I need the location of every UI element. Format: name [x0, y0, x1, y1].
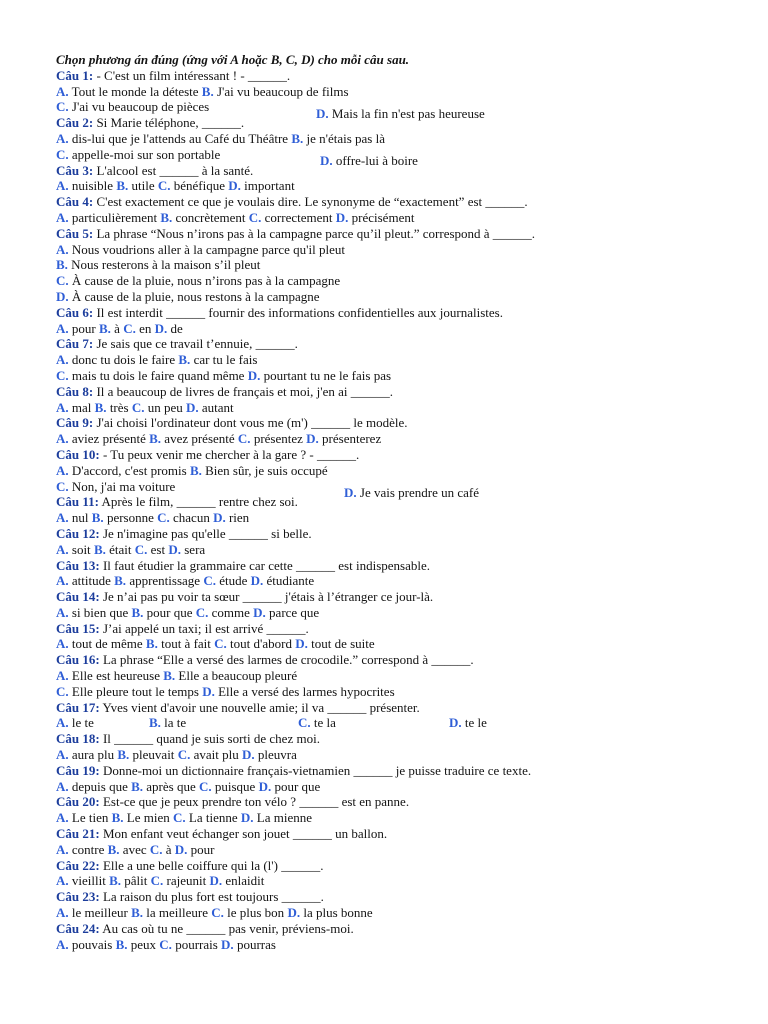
option-d-text: Je vais prendre un café: [359, 485, 479, 500]
question-label: Câu 9:: [56, 415, 94, 431]
option-a-letter: A.: [56, 668, 69, 684]
option-b-text: pour que: [146, 604, 193, 620]
option-a-letter: A.: [56, 778, 69, 794]
question-text: Donne-moi un dictionnaire français-vietnamien ______ je puisse traduire ce texte.: [102, 762, 532, 778]
option-a-text: nul: [71, 510, 89, 526]
instruction-heading: Chọn phương án đúng (ứng với A hoặc B, C, D) cho mỗi câu sau.: [56, 52, 410, 67]
option-a-letter: A.: [56, 905, 69, 921]
question-label: Câu 18:: [56, 731, 100, 747]
option-b-letter: B.: [115, 936, 128, 952]
question-5-option-b: [56, 257, 746, 273]
option-d-letter: D.: [287, 905, 301, 921]
option-a-text: aviez présenté: [71, 431, 146, 447]
option-a: [56, 715, 94, 731]
option-b-text: Elle a beaucoup pleuré: [178, 668, 298, 684]
option-a-letter: A.: [56, 873, 69, 889]
option-b-text: très: [109, 399, 129, 415]
option-d-letter: D.: [168, 541, 181, 557]
question-label: Câu 21:: [56, 826, 100, 842]
option-b-text: avec: [122, 841, 147, 857]
question-label: Câu 8:: [56, 383, 94, 399]
question-label: Câu 14:: [56, 589, 100, 605]
question-9-options: [56, 431, 746, 447]
option-c-text: Non, j'ai ma voiture: [71, 478, 176, 494]
option-b-letter: B.: [291, 130, 304, 146]
option-b-letter: B.: [107, 841, 120, 857]
option-a-text: pour: [71, 320, 96, 336]
question-13-options: [56, 573, 746, 589]
option-b-text: peux: [130, 936, 157, 952]
question-22-options: [56, 873, 746, 889]
option-d-letter: D.: [209, 873, 223, 889]
option-c-letter: C.: [237, 431, 251, 447]
option-c-text: puisque: [214, 778, 256, 794]
option-b-text: Nous resterons à la maison s’il pleut: [71, 257, 261, 273]
option-b-text: la te: [164, 715, 187, 731]
question-text: Mon enfant veut échanger son jouet ______ un ballon.: [102, 826, 388, 842]
option-d-text: la plus bonne: [303, 905, 373, 921]
question-label: Câu 17:: [56, 699, 100, 715]
question-9-stem: [56, 415, 746, 431]
question-label: Câu 11:: [56, 494, 99, 510]
option-a-text: particulièrement: [71, 209, 158, 225]
option-c-text: avait plu: [193, 747, 239, 763]
question-5-option-a: [56, 242, 746, 258]
option-a-letter: A.: [56, 510, 69, 526]
option-d-text: étudiante: [266, 573, 315, 589]
option-c-text: pourrais: [175, 936, 218, 952]
option-b-letter: B.: [93, 541, 106, 557]
question-10-options-ab: [56, 463, 746, 479]
option-b-letter: B.: [201, 83, 214, 99]
question-text: Il a beaucoup de livres de français et moi, j'en ai ______.: [96, 383, 393, 399]
option-c-text: rajeunit: [166, 873, 207, 889]
option-b-letter: B.: [178, 352, 191, 368]
question-label: Câu 22:: [56, 857, 100, 873]
option-c-text: le plus bon: [227, 905, 285, 921]
question-sheet: [56, 52, 746, 952]
option-d-letter: D.: [295, 636, 308, 652]
option-a-letter: A.: [56, 541, 69, 557]
question-text: Après le film, ______ rentre chez soi.: [101, 494, 298, 510]
option-d-letter: D.: [213, 510, 226, 526]
option-d-letter: D.: [253, 604, 266, 620]
option-a-text: donc tu dois le faire: [71, 352, 176, 368]
option-c-letter: C.: [123, 320, 136, 336]
question-label: Câu 16:: [56, 652, 100, 668]
question-label: Câu 24:: [56, 920, 100, 936]
option-d-letter: D.: [174, 841, 188, 857]
option-d-letter: D.: [228, 178, 241, 194]
option-a-text: nuisible: [71, 178, 114, 194]
option-b-text: utile: [131, 178, 155, 194]
question-text: - Tu peux venir me chercher à la gare ? - ______.: [102, 446, 360, 462]
option-a-letter: A.: [56, 178, 69, 194]
option-c-text: un peu: [147, 399, 183, 415]
option-a-text: soit: [71, 541, 91, 557]
option-b-text: personne: [106, 510, 154, 526]
option-a-letter: A.: [56, 399, 69, 415]
option-c-text: À cause de la pluie, nous n’irons pas à la campagne: [71, 273, 341, 289]
option-a-text: dis-lui que je l'attends au Café du Théâtre: [71, 130, 289, 146]
question-text: Il est interdit ______ fournir des informations confidentielles aux journalistes.: [96, 304, 503, 320]
question-16-options-ab: [56, 668, 746, 684]
question-text: J’ai appelé un taxi; il est arrivé ______.: [102, 620, 309, 636]
option-c-text: chacun: [173, 510, 210, 526]
option-d-text: pour que: [274, 778, 321, 794]
option-c-letter: C.: [150, 873, 164, 889]
question-label: Câu 2:: [56, 115, 94, 131]
option-c-letter: C.: [56, 683, 69, 699]
option-d-text: de: [170, 320, 183, 336]
option-c-text: Elle pleure tout le temps: [71, 683, 199, 699]
option-c-letter: C.: [56, 273, 69, 289]
question-16-stem: [56, 652, 746, 668]
option-d-text: pourras: [236, 936, 276, 952]
question-12-stem: [56, 526, 746, 542]
question-label: Câu 23:: [56, 889, 100, 905]
option-b-letter: B.: [160, 209, 173, 225]
question-17-options: [56, 715, 746, 731]
question-text: Je n'imagine pas qu'elle ______ si belle.: [102, 525, 312, 541]
question-14-stem: [56, 589, 746, 605]
option-b-letter: B.: [116, 178, 129, 194]
option-c-text: appelle-moi sur son portable: [71, 146, 221, 162]
question-21-options: [56, 842, 746, 858]
option-d-text: précisément: [351, 209, 415, 225]
option-d-letter: D.: [154, 320, 168, 336]
option-d-letter: D.: [221, 936, 234, 952]
option-d-letter: D.: [306, 431, 319, 447]
option-b-letter: B.: [117, 747, 130, 763]
option-a-text: vieillit: [71, 873, 106, 889]
option-c-text: bénéfique: [173, 178, 225, 194]
option-b-letter: B.: [98, 320, 111, 336]
option-a-text: attitude: [71, 573, 111, 589]
option-d: [449, 715, 487, 731]
option-a-letter: A.: [56, 810, 69, 826]
option-b-letter: B.: [111, 810, 124, 826]
option-d-letter: D.: [320, 153, 333, 168]
question-5-option-d: [56, 289, 746, 305]
question-24-stem: [56, 921, 746, 937]
option-c-letter: C.: [159, 936, 172, 952]
option-d-text: pourtant tu ne le fais pas: [263, 367, 392, 383]
question-label: Câu 5:: [56, 225, 94, 241]
option-c-letter: C.: [248, 209, 262, 225]
option-d-letter: D.: [247, 367, 261, 383]
option-c-text: te la: [313, 715, 336, 731]
option-b-letter: B.: [91, 510, 104, 526]
question-label: Câu 19:: [56, 762, 100, 778]
option-d-letter: D.: [202, 683, 215, 699]
question-7-stem: [56, 336, 746, 352]
option-d-letter: D.: [241, 747, 255, 763]
question-11-options: [56, 510, 746, 526]
option-b-letter: B.: [149, 431, 162, 447]
question-15-options: [56, 636, 746, 652]
option-d-letter: D.: [240, 810, 254, 826]
option-a-text: contre: [71, 841, 105, 857]
option-c-text: est: [150, 541, 166, 557]
option-c-text: présentez: [253, 431, 303, 447]
option-d-letter: D.: [186, 399, 199, 415]
question-17-stem: [56, 700, 746, 716]
option-b-text: tout à fait: [161, 636, 211, 652]
question-23-stem: [56, 889, 746, 905]
option-c-letter: C.: [149, 841, 163, 857]
question-21-stem: [56, 826, 746, 842]
question-label: Câu 3:: [56, 162, 94, 178]
option-d-text: pour: [190, 841, 215, 857]
option-d-text: enlaidit: [225, 873, 265, 889]
option-d-text: te le: [464, 715, 487, 731]
option-c-letter: C.: [211, 905, 224, 921]
option-c-text: tout d'abord: [230, 636, 292, 652]
option-d-letter: D.: [258, 778, 272, 794]
question-8-stem: [56, 384, 746, 400]
question-text: Est-ce que je peux prendre ton vélo ? ______ est en panne.: [102, 794, 410, 810]
question-text: - C'est un film intéressant ! - ______.: [96, 67, 291, 83]
question-label: Câu 7:: [56, 336, 94, 352]
question-text: Il ______ quand je suis sorti de chez moi.: [102, 731, 320, 747]
question-8-options: [56, 400, 746, 416]
option-a-text: D'accord, c'est promis: [71, 462, 187, 478]
option-b-text: J'ai vu beaucoup de films: [216, 83, 349, 99]
question-text: Je n’ai pas pu voir ta sœur ______ j'étais à l’étranger ce jour-là.: [102, 589, 434, 605]
option-d-text: présenterez: [322, 431, 382, 447]
question-6-stem: [56, 305, 746, 321]
option-d-text: autant: [201, 399, 234, 415]
option-c-letter: C.: [56, 367, 69, 383]
option-b-text: Le mien: [126, 810, 170, 826]
option-b-letter: B.: [109, 873, 122, 889]
option-c-letter: C.: [298, 715, 311, 731]
option-c-letter: C.: [56, 99, 69, 115]
option-a-letter: A.: [56, 573, 69, 589]
option-a-text: depuis que: [71, 778, 128, 794]
option-b-text: avez présenté: [164, 431, 235, 447]
option-b: [149, 715, 186, 731]
question-5-stem: [56, 226, 746, 242]
option-d-letter: D.: [344, 485, 357, 500]
option-b-text: après que: [146, 778, 196, 794]
question-label: Câu 12:: [56, 525, 100, 541]
question-3-stem: [56, 163, 746, 179]
question-text: C'est exactement ce que je voulais dire. Le synonyme de “exactement” est ______.: [96, 194, 528, 210]
question-6-options: [56, 321, 746, 337]
option-c-letter: C.: [173, 810, 186, 826]
option-a-letter: A.: [56, 936, 69, 952]
option-a-letter: A.: [56, 83, 69, 99]
question-text: La phrase “Elle a versé des larmes de crocodile.” correspond à ______.: [102, 652, 474, 668]
question-18-stem: [56, 731, 746, 747]
question-13-stem: [56, 558, 746, 574]
option-a-text: aura plu: [71, 747, 115, 763]
option-a-text: le te: [71, 715, 94, 731]
option-d-text: À cause de la pluie, nous restons à la campagne: [71, 288, 320, 304]
option-a-text: si bien que: [71, 604, 129, 620]
option-c-text: comme: [211, 604, 250, 620]
option-a-letter: A.: [56, 462, 69, 478]
option-c-letter: C.: [157, 178, 171, 194]
option-a-text: tout de même: [71, 636, 143, 652]
option-d-text: important: [244, 178, 295, 194]
option-b-letter: B.: [114, 573, 127, 589]
question-label: Câu 13:: [56, 557, 100, 573]
option-a-letter: A.: [56, 130, 69, 146]
option-c-letter: C.: [131, 399, 145, 415]
option-b-text: à: [114, 320, 120, 336]
option-c-letter: C.: [195, 604, 209, 620]
question-14-options: [56, 605, 746, 621]
question-20-options: [56, 810, 746, 826]
question-text: La phrase “Nous n’irons pas à la campagne parce qu’il pleut.” correspond à ______.: [96, 225, 536, 241]
option-a-text: Le tien: [71, 810, 109, 826]
question-label: Câu 4:: [56, 194, 94, 210]
option-b-text: était: [109, 541, 132, 557]
option-b-letter: B.: [131, 604, 144, 620]
option-c-letter: C.: [203, 573, 216, 589]
option-a-letter: A.: [56, 241, 69, 257]
question-label: Câu 10:: [56, 446, 100, 462]
question-4-stem: [56, 194, 746, 210]
option-a-text: le meilleur: [71, 905, 128, 921]
option-a-letter: A.: [56, 636, 69, 652]
option-a-text: mal: [71, 399, 92, 415]
question-text: Si Marie téléphone, ______.: [96, 115, 245, 131]
option-c-letter: C.: [56, 146, 69, 162]
option-b-text: apprentissage: [129, 573, 201, 589]
option-a-text: pouvais: [71, 936, 113, 952]
question-text: Yves vient d'avoir une nouvelle amie; il va ______ présenter.: [102, 699, 420, 715]
option-a-letter: A.: [56, 320, 69, 336]
question-24-options: [56, 937, 746, 953]
option-d-letter: D.: [250, 573, 264, 589]
option-d-text: Elle a versé des larmes hypocrites: [218, 683, 395, 699]
option-d-text: Mais la fin n'est pas heureuse: [331, 106, 485, 121]
option-d-letter: D.: [316, 106, 329, 121]
question-7-options-cd: [56, 368, 746, 384]
option-a-text: Nous voudrions aller à la campagne parce qu'il pleut: [71, 241, 345, 257]
question-18-options: [56, 747, 746, 763]
option-d-text: offre-lui à boire: [335, 153, 418, 168]
question-5-option-c: [56, 273, 746, 289]
option-c-text: en: [139, 320, 152, 336]
question-12-options: [56, 542, 746, 558]
option-b-text: je n'étais pas là: [306, 130, 385, 146]
option-b-letter: B.: [189, 462, 202, 478]
option-a-letter: A.: [56, 209, 69, 225]
option-a-letter: A.: [56, 747, 69, 763]
question-15-stem: [56, 621, 746, 637]
option-c-letter: C.: [157, 510, 170, 526]
question-16-options-cd: [56, 684, 746, 700]
option-b-text: pleuvait: [132, 747, 175, 763]
option-c-text: correctement: [264, 209, 333, 225]
option-b-letter: B.: [131, 905, 144, 921]
question-19-stem: [56, 763, 746, 779]
question-label: Câu 6:: [56, 304, 94, 320]
question-7-options-ab: [56, 352, 746, 368]
option-d-text: sera: [184, 541, 206, 557]
option-b-letter: B.: [145, 636, 158, 652]
option-b-text: concrètement: [175, 209, 246, 225]
question-11-stem: [56, 494, 746, 510]
option-a-letter: A.: [56, 715, 69, 731]
question-2-stem: [56, 115, 746, 131]
option-c-letter: C.: [177, 747, 191, 763]
question-3-options: [56, 178, 746, 194]
question-22-stem: [56, 858, 746, 874]
question-text: La raison du plus fort est toujours ______.: [102, 889, 324, 905]
option-b-text: la meilleure: [146, 905, 208, 921]
option-c-letter: C.: [134, 541, 148, 557]
option-b-letter: B.: [149, 715, 161, 731]
question-text: L'alcool est ______ à la santé.: [96, 162, 254, 178]
question-label: Câu 15:: [56, 620, 100, 636]
question-1-stem: [56, 68, 746, 84]
option-a-text: Elle est heureuse: [71, 668, 160, 684]
option-c-text: mais tu dois le faire quand même: [71, 367, 245, 383]
question-1-options-ab: [56, 84, 746, 100]
question-2-options-ab: [56, 131, 746, 147]
question-4-options: [56, 210, 746, 226]
option-d-text: rien: [228, 510, 250, 526]
option-d-text: La mienne: [256, 810, 312, 826]
option-a-letter: A.: [56, 431, 69, 447]
question-label: Câu 1:: [56, 67, 94, 83]
option-b-letter: B.: [56, 257, 68, 273]
option-c-letter: C.: [56, 478, 69, 494]
option-d-letter: D.: [449, 715, 462, 731]
question-10-stem: [56, 447, 746, 463]
question-text: Je sais que ce travail t’ennuie, ______.: [96, 336, 298, 352]
option-d-text: parce que: [269, 604, 320, 620]
option-b-letter: B.: [163, 668, 176, 684]
question-text: Il faut étudier la grammaire car cette ______ est indispensable.: [102, 557, 430, 573]
option-b-text: Bien sûr, je suis occupé: [205, 462, 328, 478]
question-label: Câu 20:: [56, 794, 100, 810]
option-b-text: pâlit: [124, 873, 148, 889]
option-a-letter: A.: [56, 841, 69, 857]
option-d-letter: D.: [56, 288, 69, 304]
question-text: Elle a une belle coiffure qui la (l') ______.: [102, 857, 324, 873]
option-a-text: Tout le monde la déteste: [71, 83, 199, 99]
option-c-text: La tienne: [188, 810, 238, 826]
option-b-letter: B.: [131, 778, 144, 794]
option-d-text: tout de suite: [311, 636, 375, 652]
option-c-text: étude: [219, 573, 248, 589]
option-d-letter: D.: [335, 209, 349, 225]
question-23-options: [56, 905, 746, 921]
option-b-letter: B.: [94, 399, 107, 415]
option-c-letter: C.: [198, 778, 212, 794]
option-c-text: J'ai vu beaucoup de pièces: [71, 99, 210, 115]
option-c: [298, 715, 336, 731]
option-c-text: à: [165, 841, 172, 857]
question-text: Au cas où tu ne ______ pas venir, préviens-moi.: [102, 920, 354, 936]
option-d-text: pleuvra: [257, 747, 297, 763]
question-20-stem: [56, 794, 746, 810]
option-b-text: car tu le fais: [193, 352, 258, 368]
option-a-letter: A.: [56, 604, 69, 620]
option-c-letter: C.: [214, 636, 227, 652]
option-a-letter: A.: [56, 352, 69, 368]
question-text: J'ai choisi l'ordinateur dont vous me (m') ______ le modèle.: [96, 415, 408, 431]
question-19-options: [56, 779, 746, 795]
